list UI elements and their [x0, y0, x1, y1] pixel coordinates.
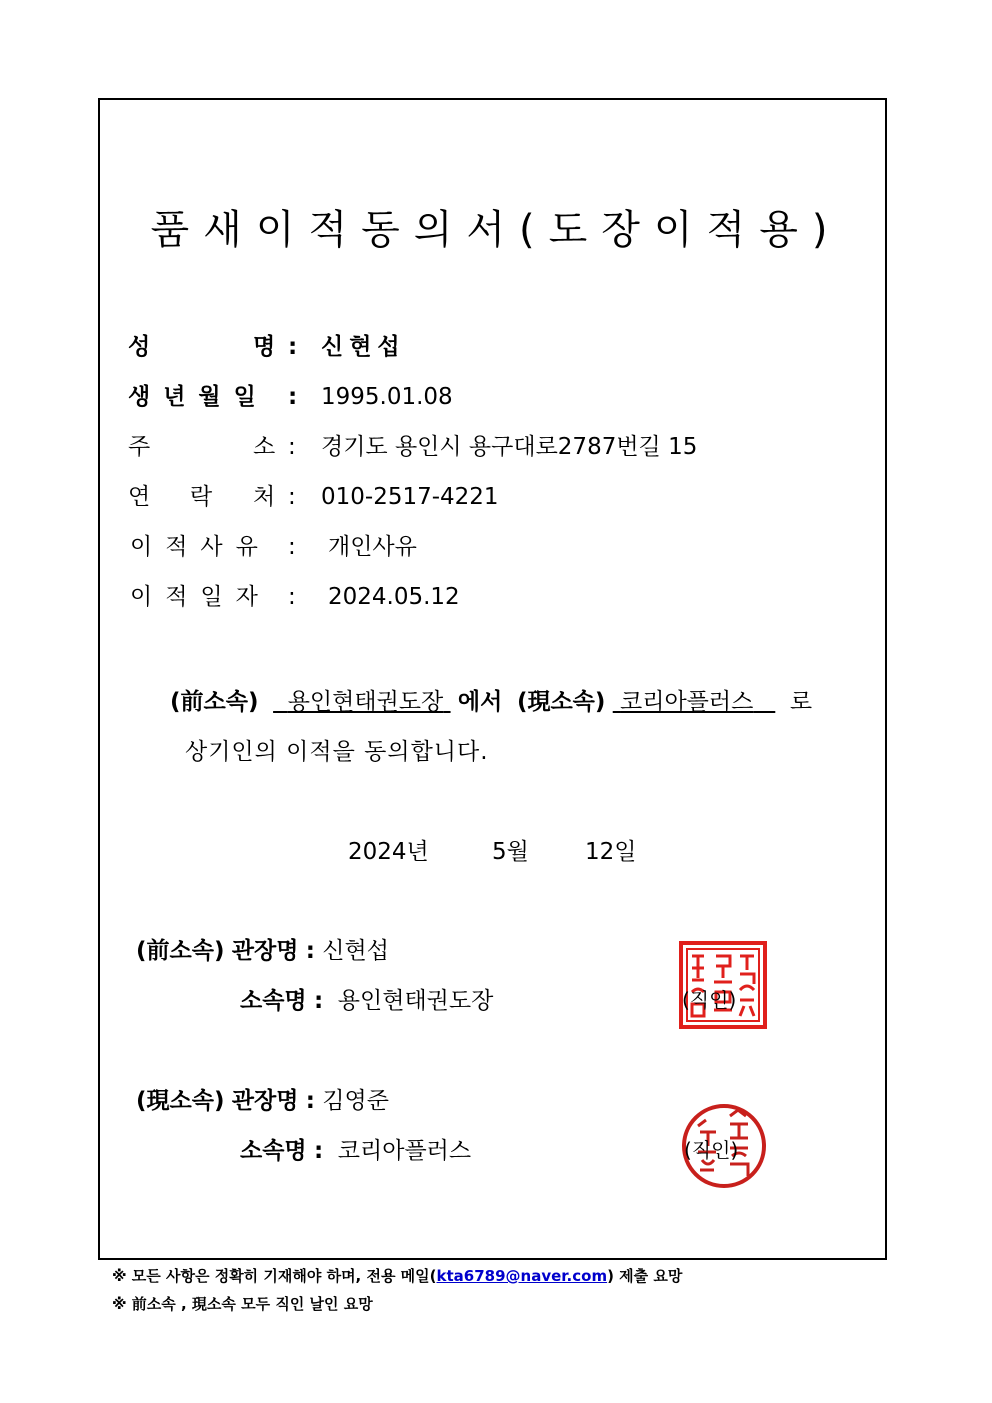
field-reason-value: 개인사유 — [328, 534, 417, 560]
prev-org-name: 용인현태권도장 — [337, 988, 494, 1014]
field-address-value: 경기도 용인시 용구대로2787번길 15 — [321, 434, 698, 460]
consent-sentence: (前소속) 용인현태권도장 에서 (現소속) 코리아플러스 로 — [170, 689, 813, 715]
note-line1: ※ 모든 사항은 정확히 기재해야 하며, 전용 메일(kta6789@naver.com) 제출 요망 — [112, 1267, 683, 1285]
note-line2: ※ 前소속 , 現소속 모두 직인 날인 요망 — [112, 1295, 373, 1313]
sign-date-day: 12일 — [585, 839, 637, 865]
prev-org-line: 소속명 : 용인현태권도장 — [240, 988, 494, 1014]
sign-date-month: 5월 — [492, 839, 529, 865]
field-reason-label: 이적사유 — [130, 534, 271, 560]
curr-head-line: (現소속) 관장명 : 김영준 — [136, 1088, 389, 1114]
sign-date-year: 2024년 — [348, 839, 429, 865]
field-name-value: 신현섭 — [321, 334, 406, 360]
prev-seal-label: (직인) — [682, 988, 737, 1012]
field-birth-value: 1995.01.08 — [321, 384, 453, 410]
field-transfer-date-value: 2024.05.12 — [328, 584, 460, 610]
document-title: 품새이적동의서(도장이적용) — [150, 207, 842, 253]
curr-head-name: 김영준 — [322, 1088, 389, 1114]
consent-curr-gym: 코리아플러스 — [620, 689, 754, 715]
curr-seal-label: (직인) — [684, 1138, 739, 1162]
curr-org-line: 소속명 : 코리아플러스 — [240, 1138, 472, 1164]
curr-org-name: 코리아플러스 — [337, 1138, 472, 1164]
consent-line2: 상기인의 이적을 동의합니다. — [185, 739, 489, 765]
field-transfer-date-label: 이적일자 — [130, 584, 271, 610]
prev-head-line: (前소속) 관장명 : 신현섭 — [136, 938, 389, 964]
field-contact-value: 010-2517-4221 — [321, 484, 499, 510]
prev-head-name: 신현섭 — [322, 938, 389, 964]
consent-prev-gym: 용인현태권도장 — [287, 689, 444, 715]
field-birth-label: 생년월일 — [128, 384, 269, 410]
email-link[interactable]: kta6789@naver.com — [436, 1267, 608, 1285]
